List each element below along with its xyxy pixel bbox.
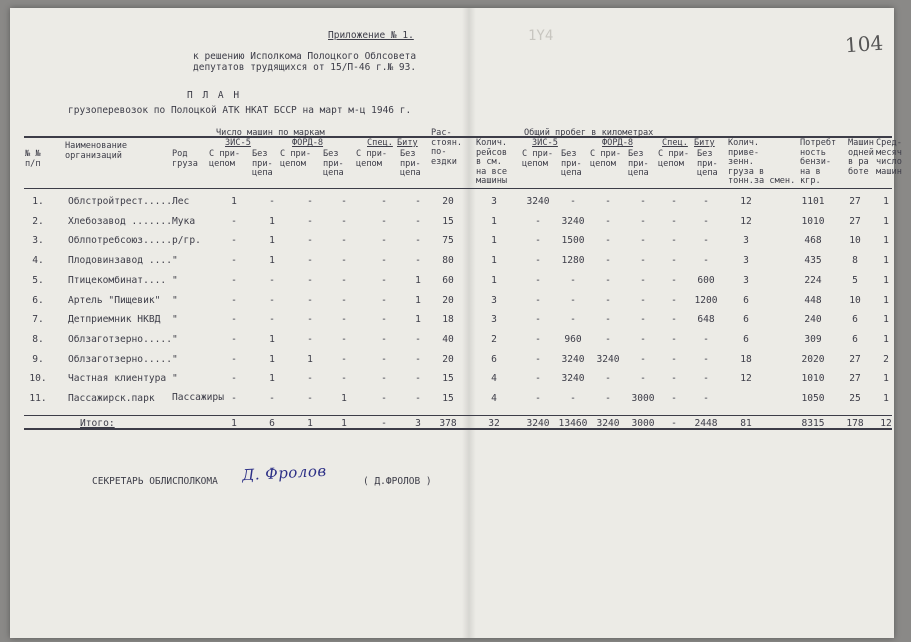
cell-machine-days: 8 xyxy=(852,255,858,267)
plan-subtitle: грузоперевозок по Полоцкой АТК НКАТ БССР на март м-ц 1946 г. xyxy=(68,105,412,116)
cell-m-spec-without: - xyxy=(703,333,709,345)
cell-m-ford8-with: - xyxy=(605,294,611,306)
cell-org: Птицекомбинат.... xyxy=(68,274,167,286)
cell-m-ford8-with: - xyxy=(605,235,611,247)
cell-ford8-with: - xyxy=(307,255,313,267)
cell-m-spec-with: - xyxy=(671,196,677,207)
cell-trips: 3 xyxy=(491,314,497,326)
cell-m-ford8-with: - xyxy=(605,314,611,326)
cell-zis5-without: - xyxy=(269,294,275,306)
cell-avg-cars: 1 xyxy=(883,294,889,306)
header-bottom-rule xyxy=(24,188,892,189)
secretary-name: ( Д.ФРОЛОВ ) xyxy=(363,476,432,487)
cell-m-zis5-with: - xyxy=(535,373,541,385)
cell-org: Облзаготзерно..... xyxy=(68,333,172,345)
cell-spec-with: - xyxy=(381,215,387,227)
cell-m-ford8-with: - xyxy=(605,333,611,345)
cell-ford8-with: - xyxy=(307,393,313,404)
cell-zis5-with: 1 xyxy=(231,196,237,207)
cell-org: Облстройтрест..... xyxy=(68,196,172,207)
header-distance: Рас- стоян. по- ездки xyxy=(431,128,463,167)
cell-m-spec-with: - xyxy=(671,314,677,326)
cell-zis5-with: - xyxy=(231,215,237,227)
cell-cargo-amount: 12 xyxy=(740,215,752,227)
cell-m-zis5-with: - xyxy=(535,333,541,345)
cell-distance: 18 xyxy=(442,314,454,326)
cell-m-ford8-with: - xyxy=(605,215,611,227)
cell-org: Плодовинзавод .... xyxy=(68,255,172,267)
cell-distance: 60 xyxy=(442,274,454,286)
cell-m-spec-with: - xyxy=(671,274,677,286)
header-mileage-group: Общий пробег в километрах xyxy=(524,128,654,138)
header-machine-days: Машин одней в ра боте xyxy=(848,138,874,177)
header-ford8: ФОРД-8 xyxy=(292,138,324,148)
cell-ford8-with: - xyxy=(307,235,313,247)
cell-spec-with: - xyxy=(381,314,387,326)
totals-label: Итого: xyxy=(80,418,115,429)
cell-spec-without: 1 xyxy=(415,294,421,306)
cell-trips: 2 xyxy=(491,333,497,345)
cell-cargo-amount: 18 xyxy=(740,353,752,365)
cell-avg-cars: 2 xyxy=(883,353,889,365)
cell-m-spec-with: - xyxy=(671,393,677,404)
cell-machine-days: 5 xyxy=(852,274,858,286)
cell-fuel: 448 xyxy=(804,294,822,306)
cell-m-zis5-without: 3240 xyxy=(561,215,585,227)
cell-num: 3. xyxy=(32,235,44,247)
cell-m-spec-without: 1200 xyxy=(694,294,718,306)
cell-cargo: " xyxy=(172,255,178,267)
cell-m-zis5-with: - xyxy=(535,314,541,326)
page-number: 104 xyxy=(844,30,884,58)
cell-ford8-without: - xyxy=(341,314,347,326)
cell-spec-with: - xyxy=(381,373,387,385)
header-spec: Спец. xyxy=(367,138,393,148)
cell-zis5-without: - xyxy=(269,274,275,286)
header-ford8-without: Без при- цепа xyxy=(323,149,344,179)
cell-distance: 20 xyxy=(442,353,454,365)
cell-avg-cars: 1 xyxy=(883,314,889,326)
cell-spec-without: - xyxy=(415,215,421,227)
cell-spec-with: - xyxy=(381,353,387,365)
cell-distance: 40 xyxy=(442,333,454,345)
totals-top-rule xyxy=(24,415,892,416)
total-zis5-with: 1 xyxy=(231,418,237,429)
total-ford8-with: 1 xyxy=(307,418,313,429)
cell-distance: 15 xyxy=(442,373,454,385)
cell-distance: 15 xyxy=(442,393,454,404)
cell-fuel: 1010 xyxy=(801,373,825,385)
cell-cargo: Лес xyxy=(172,196,190,207)
cell-m-ford8-without: - xyxy=(640,274,646,286)
cell-m-ford8-with: - xyxy=(605,393,611,404)
cell-spec-without: 1 xyxy=(415,274,421,286)
cell-spec-with: - xyxy=(381,255,387,267)
cell-m-ford8-with: 3240 xyxy=(596,353,620,365)
cell-spec-with: - xyxy=(381,393,387,404)
total-m-ford8-without: 3000 xyxy=(631,418,655,429)
total-m-ford8-with: 3240 xyxy=(596,418,620,429)
cell-m-zis5-without: 3240 xyxy=(561,353,585,365)
cell-num: 8. xyxy=(32,333,44,345)
cell-avg-cars: 1 xyxy=(883,373,889,385)
decision-line-1: к решению Исполкома Полоцкого Облсовета xyxy=(193,51,417,62)
cell-m-zis5-without: 1500 xyxy=(561,235,585,247)
header-m-zis5-with: С при- цепом xyxy=(522,149,554,169)
cell-ford8-without: 1 xyxy=(341,393,347,404)
cell-spec-without: 1 xyxy=(415,314,421,326)
cell-ford8-with: 1 xyxy=(307,353,313,365)
cell-distance: 75 xyxy=(442,235,454,247)
cell-machine-days: 10 xyxy=(849,294,861,306)
cell-m-ford8-with: - xyxy=(605,274,611,286)
cell-org: Детприемник НКВД xyxy=(68,314,161,326)
cell-zis5-with: - xyxy=(231,294,237,306)
cell-trips: 1 xyxy=(491,274,497,286)
total-trips: 32 xyxy=(488,418,500,429)
cell-distance: 20 xyxy=(442,196,454,207)
cell-machine-days: 27 xyxy=(849,215,861,227)
cell-machine-days: 6 xyxy=(852,333,858,345)
cell-cargo-amount: 3 xyxy=(743,235,749,247)
total-spec-without: 3 xyxy=(415,418,421,429)
cell-trips: 1 xyxy=(491,215,497,227)
cell-cargo: " xyxy=(172,333,178,345)
cell-m-zis5-with: - xyxy=(535,353,541,365)
total-avg-cars: 12 xyxy=(880,418,892,429)
header-m-spec-without: Без при- цепа xyxy=(697,149,718,179)
header-zis5-without: Без при- цепа xyxy=(252,149,273,179)
cell-zis5-without: 1 xyxy=(269,215,275,227)
cell-zis5-without: 1 xyxy=(269,235,275,247)
header-m-ford8-without: Без при- цепа xyxy=(628,149,649,179)
cell-num: 9. xyxy=(32,353,44,365)
cell-org: Пассажирск.парк xyxy=(68,393,155,404)
cell-cargo: " xyxy=(172,294,178,306)
cell-num: 6. xyxy=(32,294,44,306)
secretary-label: СЕКРЕТАРЬ ОБЛИСПОЛКОМА xyxy=(92,476,218,487)
cell-m-ford8-without: - xyxy=(640,196,646,207)
header-mileage-ford8: ФОРД-8 xyxy=(602,138,634,148)
cell-m-zis5-without: - xyxy=(570,196,576,207)
cell-num: 7. xyxy=(32,314,44,326)
cell-m-ford8-without: - xyxy=(640,235,646,247)
cell-fuel: 2020 xyxy=(801,353,825,365)
cell-trips: 1 xyxy=(491,235,497,247)
cell-zis5-with: - xyxy=(231,314,237,326)
cell-spec-without: - xyxy=(415,373,421,385)
cell-m-spec-with: - xyxy=(671,333,677,345)
header-bitu: Биту xyxy=(397,138,418,148)
header-mileage-bitu: Биту xyxy=(694,138,715,148)
cell-m-zis5-with: - xyxy=(535,215,541,227)
header-mileage-spec: Спец. xyxy=(662,138,688,148)
header-trips: Колич. рейсов в см. на все машины xyxy=(476,138,508,187)
cell-machine-days: 27 xyxy=(849,196,861,207)
cell-spec-without: - xyxy=(415,333,421,345)
header-cargo-amount: Колич. приве- зенн. груза в тонн.за смен. xyxy=(728,138,796,187)
cell-distance: 80 xyxy=(442,255,454,267)
cell-m-spec-without: - xyxy=(703,215,709,227)
total-ford8-without: 1 xyxy=(341,418,347,429)
header-m-spec-with: С при- цепом xyxy=(658,149,690,169)
cell-cargo: р/гр. xyxy=(172,235,201,247)
cell-ford8-with: - xyxy=(307,196,313,207)
cell-cargo-amount: 3 xyxy=(743,255,749,267)
total-zis5-without: 6 xyxy=(269,418,275,429)
cell-zis5-without: - xyxy=(269,196,275,207)
cell-spec-with: - xyxy=(381,196,387,207)
cell-zis5-without: - xyxy=(269,393,275,404)
cell-fuel: 240 xyxy=(804,314,822,326)
cell-cargo-amount: 3 xyxy=(743,274,749,286)
cell-m-ford8-without: - xyxy=(640,314,646,326)
cell-avg-cars: 1 xyxy=(883,333,889,345)
cell-m-spec-with: - xyxy=(671,353,677,365)
cell-m-zis5-without: - xyxy=(570,294,576,306)
cell-fuel: 224 xyxy=(804,274,822,286)
cell-m-zis5-with: - xyxy=(535,255,541,267)
cell-m-spec-without: 648 xyxy=(697,314,715,326)
cell-cargo-amount: 6 xyxy=(743,314,749,326)
cell-cargo: Мука xyxy=(172,215,196,227)
cell-org: Хлебозавод ....... xyxy=(68,215,172,227)
decision-line-2: депутатов трудящихся от 15/П-46 г.№ 93. xyxy=(193,62,417,73)
cell-m-ford8-with: - xyxy=(605,255,611,267)
total-m-spec-with: - xyxy=(671,418,677,429)
cell-m-zis5-with: - xyxy=(535,235,541,247)
cell-zis5-with: - xyxy=(231,255,237,267)
cell-num: 5. xyxy=(32,274,44,286)
cell-trips: 6 xyxy=(491,353,497,365)
cell-num: 2. xyxy=(32,215,44,227)
cell-m-zis5-without: 3240 xyxy=(561,373,585,385)
cell-cargo: " xyxy=(172,274,178,286)
cell-m-zis5-with: 3240 xyxy=(526,196,550,207)
cell-zis5-with: - xyxy=(231,353,237,365)
cell-m-spec-without: - xyxy=(703,196,709,207)
cell-m-ford8-without: - xyxy=(640,294,646,306)
cell-cargo: " xyxy=(172,373,178,385)
cell-m-ford8-with: - xyxy=(605,196,611,207)
cell-m-ford8-without: 3000 xyxy=(631,393,655,404)
cell-zis5-with: - xyxy=(231,373,237,385)
cell-m-ford8-without: - xyxy=(640,215,646,227)
cell-zis5-without: 1 xyxy=(269,353,275,365)
total-m-zis5-without: 13460 xyxy=(558,418,588,429)
cell-avg-cars: 1 xyxy=(883,255,889,267)
cell-ford8-with: - xyxy=(307,314,313,326)
header-org: Наименование организаций xyxy=(65,141,128,161)
total-fuel: 8315 xyxy=(801,418,825,429)
cell-fuel: 435 xyxy=(804,255,822,267)
cell-m-spec-without: - xyxy=(703,255,709,267)
cell-cargo: Пассажиры xyxy=(172,392,224,403)
header-mileage-zis5: ЗИС-5 xyxy=(532,138,558,148)
total-m-zis5-with: 3240 xyxy=(526,418,550,429)
cell-spec-with: - xyxy=(381,333,387,345)
cell-ford8-without: - xyxy=(341,353,347,365)
document-page xyxy=(10,8,902,638)
cell-spec-with: - xyxy=(381,274,387,286)
header-ford8-with: С при- цепом xyxy=(280,149,312,169)
cell-trips: 3 xyxy=(491,196,497,207)
cell-cargo: " xyxy=(172,353,178,365)
cell-ford8-with: - xyxy=(307,333,313,345)
cell-avg-cars: 1 xyxy=(883,393,889,404)
cell-trips: 4 xyxy=(491,393,497,404)
cell-fuel: 1050 xyxy=(801,393,825,404)
cell-m-spec-with: - xyxy=(671,215,677,227)
total-distance: 378 xyxy=(439,418,457,429)
cell-zis5-without: 1 xyxy=(269,255,275,267)
cell-m-spec-without: - xyxy=(703,373,709,385)
cell-num: 4. xyxy=(32,255,44,267)
header-m-zis5-without: Без при- цепа xyxy=(561,149,582,179)
cell-m-ford8-with: - xyxy=(605,373,611,385)
cell-spec-without: - xyxy=(415,235,421,247)
cell-m-zis5-without: - xyxy=(570,314,576,326)
cell-avg-cars: 1 xyxy=(883,235,889,247)
cell-m-spec-with: - xyxy=(671,255,677,267)
cell-fuel: 309 xyxy=(804,333,822,345)
cell-ford8-with: - xyxy=(307,373,313,385)
cell-ford8-without: - xyxy=(341,196,347,207)
header-zis5: ЗИС-5 xyxy=(225,138,251,148)
cell-avg-cars: 1 xyxy=(883,274,889,286)
cell-avg-cars: 1 xyxy=(883,215,889,227)
header-spec-with: С при- цепом xyxy=(356,149,388,169)
cell-ford8-without: - xyxy=(341,235,347,247)
cell-zis5-without: - xyxy=(269,314,275,326)
cell-m-zis5-without: - xyxy=(570,274,576,286)
cell-m-zis5-without: 960 xyxy=(564,333,582,345)
cell-m-zis5-without: - xyxy=(570,393,576,404)
cell-machine-days: 27 xyxy=(849,373,861,385)
cell-zis5-with: - xyxy=(231,274,237,286)
cell-fuel: 1101 xyxy=(801,196,825,207)
appendix-title: Приложение № 1. xyxy=(328,30,414,41)
cell-machine-days: 10 xyxy=(849,235,861,247)
cell-trips: 1 xyxy=(491,255,497,267)
header-cars-group: Число машин по маркам xyxy=(216,128,325,138)
cell-cargo: " xyxy=(172,314,178,326)
cell-cargo-amount: 6 xyxy=(743,294,749,306)
cell-m-spec-without: - xyxy=(703,353,709,365)
cell-ford8-without: - xyxy=(341,333,347,345)
total-cargo-amount: 81 xyxy=(740,418,752,429)
cell-spec-without: - xyxy=(415,255,421,267)
cell-machine-days: 27 xyxy=(849,353,861,365)
cell-org: Частная клиентура xyxy=(68,373,167,385)
cell-m-ford8-without: - xyxy=(640,333,646,345)
signature: Д. Фролов xyxy=(241,461,328,485)
cell-num: 10. xyxy=(29,373,47,385)
header-cargo: Род груза xyxy=(172,149,198,169)
cell-spec-with: - xyxy=(381,294,387,306)
header-fuel: Потребт ность бензи- на в кгр. xyxy=(800,138,837,187)
cell-spec-without: - xyxy=(415,353,421,365)
cell-zis5-with: - xyxy=(231,333,237,345)
cell-ford8-without: - xyxy=(341,274,347,286)
cell-distance: 15 xyxy=(442,215,454,227)
cell-ford8-with: - xyxy=(307,294,313,306)
total-spec-with: - xyxy=(381,418,387,429)
cell-trips: 3 xyxy=(491,294,497,306)
cell-trips: 4 xyxy=(491,373,497,385)
cell-zis5-without: 1 xyxy=(269,373,275,385)
total-m-spec-without: 2448 xyxy=(694,418,718,429)
cell-m-zis5-with: - xyxy=(535,294,541,306)
total-machine-days: 178 xyxy=(846,418,864,429)
cell-spec-with: - xyxy=(381,235,387,247)
cell-m-ford8-without: - xyxy=(640,373,646,385)
cell-spec-without: - xyxy=(415,393,421,404)
cell-m-zis5-with: - xyxy=(535,274,541,286)
cell-num: 1. xyxy=(32,196,44,207)
cell-ford8-without: - xyxy=(341,294,347,306)
cell-zis5-with: - xyxy=(231,235,237,247)
cell-org: Облзаготзерно..... xyxy=(68,353,172,365)
cell-zis5-with: - xyxy=(231,393,237,404)
cell-zis5-without: 1 xyxy=(269,333,275,345)
cell-fuel: 468 xyxy=(804,235,822,247)
cell-cargo-amount: 12 xyxy=(740,373,752,385)
cell-machine-days: 25 xyxy=(849,393,861,404)
cell-machine-days: 6 xyxy=(852,314,858,326)
cell-m-ford8-without: - xyxy=(640,353,646,365)
cell-m-zis5-with: - xyxy=(535,393,541,404)
cell-m-spec-without: 600 xyxy=(697,274,715,286)
cell-spec-without: - xyxy=(415,196,421,207)
cell-ford8-without: - xyxy=(341,255,347,267)
cell-m-ford8-without: - xyxy=(640,255,646,267)
cell-distance: 20 xyxy=(442,294,454,306)
header-zis5-with: С при- цепом xyxy=(209,149,241,169)
cell-m-spec-with: - xyxy=(671,294,677,306)
cell-num: 11. xyxy=(29,393,47,404)
cell-m-spec-without: - xyxy=(703,393,709,404)
cell-ford8-with: - xyxy=(307,274,313,286)
cell-m-spec-with: - xyxy=(671,235,677,247)
cell-m-spec-with: - xyxy=(671,373,677,385)
cell-ford8-without: - xyxy=(341,373,347,385)
cell-fuel: 1010 xyxy=(801,215,825,227)
ghost-mark: 1Y4 xyxy=(528,28,554,44)
cell-org: Артель "Пищевик" xyxy=(68,294,161,306)
cell-ford8-without: - xyxy=(341,215,347,227)
header-m-ford8-with: С при- цепом xyxy=(590,149,622,169)
cell-avg-cars: 1 xyxy=(883,196,889,207)
cell-m-zis5-without: 1280 xyxy=(561,255,585,267)
cell-cargo-amount: 6 xyxy=(743,333,749,345)
header-avg-cars: Сред- месяч число машин xyxy=(876,138,902,177)
header-num: № № п/п xyxy=(25,149,41,169)
cell-org: Облпотребсоюз..... xyxy=(68,235,172,247)
cell-cargo-amount: 12 xyxy=(740,196,752,207)
cell-ford8-with: - xyxy=(307,215,313,227)
header-spec-without: Без при- цепа xyxy=(400,149,421,179)
plan-title: П Л А Н xyxy=(187,90,242,101)
cell-m-spec-without: - xyxy=(703,235,709,247)
